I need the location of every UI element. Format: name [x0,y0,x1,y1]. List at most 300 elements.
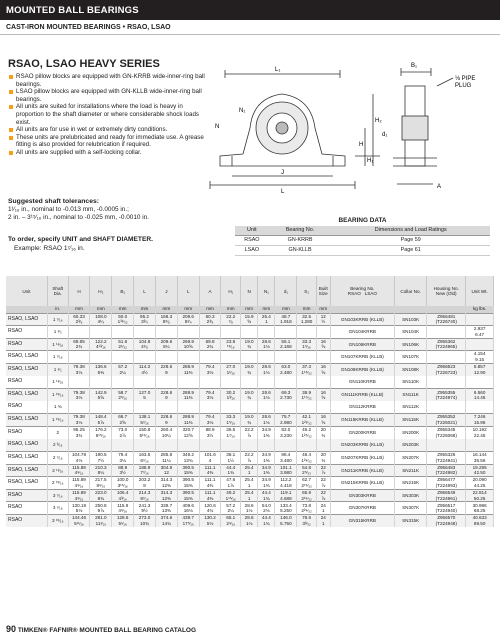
table-row [6,464,494,477]
cell-dim: 111.1 4⅜ [199,477,221,490]
dim-A-label: A [437,184,442,190]
cell-dim [177,326,199,339]
cell-dim [134,326,156,339]
cell-bearing: GN103KRRB (KLLB) [330,313,394,326]
col-S1: S₁ [297,276,317,306]
cell-dim: 190.5 7½ [90,452,112,465]
cell-dim [199,351,221,364]
bearing-data-block [235,217,490,256]
tolerance-line: 1¹⁄₁₆ in., nominal to -0.013 mm, -0.0005 in.; [8,206,129,213]
bearing-data-title: BEARING DATA [338,217,387,224]
cell-dim [155,326,177,339]
col-L1: L [177,276,199,306]
cell-dim [221,401,241,414]
cell-dim: 409.6 16⅛ [177,502,199,515]
cell-dim: 288.9 11⅜ [177,363,199,376]
cell-weight: 30.986 68.25 [466,502,494,515]
cell-dim [68,351,90,364]
cell-shaft: 1 ¹¹⁄₁₆ [47,338,68,351]
cell-bearing: GN203KRRB (KLLB) [330,439,394,452]
cell-bearing: GN112KRRB [330,401,394,414]
pillow-block-diagram [205,58,495,198]
cell-dim [199,439,221,452]
cell-housing: Z955345 (T225068) [427,426,466,439]
cell-dim [316,401,330,414]
cell-dim [90,326,112,339]
bullet-icon [9,105,13,109]
cell-dim: 51.6 2¹⁄₃₂ [112,338,134,351]
table-row [6,426,494,439]
table-row [6,376,494,389]
cell-collar: SN207K [395,452,427,465]
unit-kg: kg lbs. [466,306,494,313]
cell-unit: RSAO, LSAO [6,313,47,326]
dimensions-table [6,276,494,527]
cell-dim: 250.8 9⅞ [90,502,112,515]
cell-dim: 58.7 2⁵⁄₁₆ [112,389,134,402]
cell-dim [221,376,241,389]
cell-dim: 25.4 1 [258,313,275,326]
cell-housing [427,326,466,339]
cell-dim: 28.6 1⅛ [258,338,275,351]
unit-mm: mm [316,306,330,313]
col-built: Built Size [316,276,330,306]
cell-dim: 48.4 1²⁹⁄₃₂ [297,452,317,465]
cell-collar: SN115K [395,414,427,427]
cell-dim: 28.6 1⅛ [241,502,258,515]
cell-dim: 138.1 5⁷⁄₁₆ [134,414,156,427]
cell-dim [221,351,241,364]
cell-shaft: 3 ¹⁵⁄₁₆ [47,515,68,528]
feature-item [8,126,208,134]
cell-dim: 19.0 ¾ [241,363,258,376]
cell-dim [297,376,317,389]
cell-dim [112,351,134,364]
cell-dim: 95.25 3¾ [68,426,90,439]
dim-H2-label: H₂ [375,118,382,124]
col-header: Unit [235,226,269,235]
cell-dim: 241.3 9½ [134,502,156,515]
dim-H1-label: H₁ [367,158,374,164]
cell-weight: 40.633 89.50 [466,515,494,528]
cell-dim: 19.0 ¾ [241,338,258,351]
cell: GN-KRRB [269,235,332,245]
cell-dim: 50.0 1³¹⁄₃₂ [112,313,134,326]
cell-dim: 210.3 8¼ [90,464,112,477]
cell-dim: 115.9 4⁹⁄₁₆ [112,502,134,515]
cell-dim: 49.2 1¹⁵⁄₁₆ [221,489,241,502]
catalog-subheader: CAST-IRON MOUNTED BEARINGS • RSAO, LSAO [0,20,500,35]
order-instructions [8,236,228,253]
page-number: 90 [6,624,17,634]
cell-dim: 106.4 4³⁄₁₆ [112,489,134,502]
cell-dim: 78.6 3³⁄₃₂ [297,515,317,528]
table-row [6,326,494,339]
cell-shaft: 2 [47,426,68,439]
cell-dim [177,351,199,364]
cell-shaft: 1 ¹⁵⁄₁₆ [47,414,68,427]
cell-collar: SN200K [395,426,427,439]
cell-collar: SN108K [395,363,427,376]
table-row [6,477,494,490]
feature-item [8,73,208,88]
cell-dim: 209.6 8¹⁄₄ [177,313,199,326]
cell-dim [275,376,297,389]
cell-unit: RSAO, LSAO [6,477,47,490]
unit-mm: mm [177,306,199,313]
feature-item [8,134,208,149]
cell-dim: 136.6 5⅜ [90,363,112,376]
cell-shaft: 1 ⁷⁄₁₆ [47,351,68,364]
bearing-header: Bearing No. [350,286,375,291]
cell-dim: 63.0 2.480 [275,363,297,376]
cell-dim: 88.4 3.480 [275,452,297,465]
col-d1: d₁ [275,276,297,306]
cell-dim: 19.0 ¾ [241,389,258,402]
cell-dim: 95.2 3³⁄₄ [134,313,156,326]
cell-dim [275,439,297,452]
cell-dim [68,376,90,389]
rsao-label: RSAO [347,291,361,296]
cell-shaft: 2 ⁷⁄₁₆ [47,452,68,465]
cell-dim: 228.6 9 [155,363,177,376]
cell-bearing: GN215KRRB (KLLB) [330,477,394,490]
cell-dim: 34.9 1⅜ [258,464,275,477]
table-row [6,489,494,502]
cell-shaft: 1 ¹⁵⁄₁₆ [47,389,68,402]
unit-mm: mm [155,306,177,313]
cell-dim: 79.38 3⅛ [68,414,90,427]
cell-housing: Z955362 (T224965) [427,338,466,351]
cell-dim: 28.6 1⅛ [258,389,275,402]
cell-dim [275,326,297,339]
cell-dim: 60.33 2³⁄₈ [68,313,90,326]
col-N: N [241,276,258,306]
cell-dim: 57.2 2¼ [221,502,241,515]
cell-dim: 33.3 1⁵⁄₁₆ [221,414,241,427]
dim-L1-label: L₁ [275,67,281,73]
cell-dim: 314.3 12⅜ [155,489,177,502]
cell-shaft: 2 ¹¹⁄₁₆ [47,464,68,477]
cell-dim [275,401,297,414]
cell-weight: 2.937 6.47 [466,326,494,339]
cell-dim: 104.78 4⅛ [68,452,90,465]
cell-housing [427,376,466,389]
cell-dim: 25.4 1 [241,477,258,490]
cell-dim: 339.7 13⅜ [155,502,177,515]
cell-housing: Z955355 (T224974) [427,389,466,402]
cell-dim: 120.6 4¾ [199,502,221,515]
cell-dim [134,376,156,389]
table-row [6,363,494,376]
cell-dim: 111.1 4⅜ [199,464,221,477]
cell-dim: 115.89 4⁹⁄₁₆ [68,464,90,477]
bullet-icon [9,128,13,132]
cell: LSAO [235,245,269,255]
cell-dim [297,439,317,452]
dim-H-label: H [359,142,364,148]
feature-text: LSAO pillow blocks are equipped with GN-KLLB wide-inner-ring ball bearings. [16,88,202,103]
cell-dim: 65.1 2⁹⁄₁₆ [221,515,241,528]
col-B1: B₁ [112,276,134,306]
cell-housing: Z956549 (T224961) [427,489,466,502]
cell-dim [316,351,330,364]
cell-dim [199,376,221,389]
cell-dim: 22.2 ⅞ [241,452,258,465]
cell-dim [258,326,275,339]
cell-dim: 33.3 1⁵⁄₁₆ [297,338,317,351]
cell-dim: 44.4 1¾ [221,464,241,477]
cell-housing [427,351,466,364]
cell-dim: 288.9 11⅜ [177,389,199,402]
cell-collar: SN103K [395,313,427,326]
cell-dim [155,351,177,364]
feature-text: These units are prelubricated and ready for immediate use. A grease fitting is also provided for relubrication if required. [16,133,204,149]
cell-unit: RSAO, LSAO [6,389,47,402]
cell-dim: 101.6 4 [199,452,221,465]
cell-dim: 69.8 2¾ [199,338,221,351]
table-row [6,313,494,326]
cell-unit: RSAO, LSAO [6,464,47,477]
cell-dim: 112.2 4.418 [275,477,297,490]
cell-unit: RSAO [6,376,47,389]
table-row [235,245,490,255]
cell-collar: SN107K [395,351,427,364]
catalog-header: MOUNTED BALL BEARINGS [0,0,500,20]
cell-weight [466,313,494,326]
page-link[interactable]: Page 59 [331,235,490,245]
cell-dim [297,351,317,364]
table-row [6,452,494,465]
cell-dim: 168.3 6⁵⁄₈ [155,313,177,326]
col-header: Bearing No. [269,226,332,235]
cell-dim: 209.6 8¼ [155,338,177,351]
cell-dim: 79.38 3⅛ [68,363,90,376]
cell-dim: 101.1 3.980 [275,464,297,477]
col-weight: Unit Wt. [466,276,494,306]
cell-dim: 111.1 4⅜ [199,489,221,502]
col-H2: H₂ [90,276,112,306]
front-view [210,70,380,189]
cell: RSAO [235,235,269,245]
unit-in: in. [47,306,68,313]
cell-dim [297,401,317,414]
cell-dim: 55.1 2.168 [275,338,297,351]
cell-dim: 42.1 1²¹⁄₃₂ [297,414,317,427]
cell-dim: 60.3 2³⁄₈ [199,313,221,326]
cell-dim [275,351,297,364]
cell-dim: 65.9 2¹⁹⁄₃₂ [297,489,317,502]
cell-housing: Z956570 (T224948) [427,515,466,528]
unit-mm: mm [241,306,258,313]
cell-dim: 130.2 5⅛ [199,515,221,528]
bullet-icon [9,136,13,140]
cell-dim: 69.3 2.730 [275,389,297,402]
table-body [6,313,494,527]
tolerance-heading: Suggested shaft tolerances: [8,198,100,205]
cell-dim [90,351,112,364]
cell-weight: 10.192 22.45 [466,426,494,439]
shaft-tolerances [8,198,228,222]
col-H: H [68,276,90,306]
cell-collar: SN111K [395,389,427,402]
cell-dim: 28.6 1⅛ [258,363,275,376]
cell-shaft: 1 ¾ [47,401,68,414]
cell: GN-KLLB [269,245,332,255]
unit-mm: mm [221,306,241,313]
cell-unit: RSAO [6,515,47,528]
cell-dim [316,326,330,339]
unit-mm: mm [199,306,221,313]
cell-dim: 203.2 8 [134,477,156,490]
cell-unit: RSAO, LSAO [6,363,47,376]
cell-unit: RSAO [6,338,47,351]
cell-dim [221,439,241,452]
cell-dim: 23.8 ¹⁵⁄₁₆ [221,338,241,351]
cell-dim: 390.5 15⅜ [177,477,199,490]
cell-bearing: GN303KRRB [330,489,394,502]
cell-dim [90,439,112,452]
order-example: Example: RSAO 1⁷⁄₁₆ in. [14,244,85,252]
cell-weight [466,376,494,389]
cell-dim: 24 1 [316,502,330,515]
cell-collar: SN215K [395,477,427,490]
cell-dim: 128.6 5¹⁄₁₆ [112,515,134,528]
cell-unit: RSAO, LSAO [6,439,47,452]
cell-dim: 22.2 ⅞ [241,426,258,439]
cell-dim: 228.6 9 [155,389,177,402]
cell-collar: SN307K [395,502,427,515]
cell-dim [316,376,330,389]
cell-dim [155,376,177,389]
cell-dim: 79.4 3⅛ [199,389,221,402]
cell-bearing: GN104KRRB [330,326,394,339]
footer-text: TIMKEN® FAFNIR® MOUNTED BALL BEARING CATALOG [17,627,197,634]
cell-dim [177,376,199,389]
cell-dim: 304.8 12 [155,464,177,477]
dim-N1-label: N₁ [239,108,246,114]
cell-bearing: GN107KRRB (KLLB) [330,351,394,364]
feature-list [8,73,208,157]
cell-dim [112,439,134,452]
cell-dim: 47.6 1⅞ [221,477,241,490]
cell-housing [427,401,466,414]
cell-dim: 108.0 4¹⁄₄ [90,313,112,326]
cell-housing [427,439,466,452]
cell-dim: 119.1 4.688 [275,489,297,502]
cell-dim: 223.0 8¾ [90,489,112,502]
cell-bearing: GN110KRRB [330,376,394,389]
col-A: A [199,276,221,306]
dim-L-label: L [281,189,285,195]
cell-dim: 148.4 5⅞ [90,414,112,427]
cell-dim: 150.8 5¹⁵⁄₁₆ [134,426,156,439]
feature-text: All units are for use in wet or extremely dirty conditions. [16,126,168,134]
cell-dim: 45.2 1²⁵⁄₃₂ [297,426,317,439]
cell-dim: 130.18 5⅛ [68,502,90,515]
col-header: Dimensions and Load Ratings [331,226,490,235]
cell-dim [258,351,275,364]
cell-dim: 20 ¾ [316,426,330,439]
feature-text: All units are suited for installations where the load is heavy in proportion to the shaft diameter or where considerable shock loads exist. [16,103,199,126]
cell-dim: 114.3 4½ [134,363,156,376]
cell-collar: SN106K [395,338,427,351]
cell-dim: 37.3 1¹⁵⁄₃₂ [297,363,317,376]
new-old-label: New (Old) [435,291,457,296]
cell-bearing: GN200KRRB [330,426,394,439]
cell-dim [112,376,134,389]
cell-dim: 320.7 12⅝ [177,426,199,439]
series-title: RSAO, LSAO HEAVY SERIES [8,58,160,70]
cell-dim: 73.8 2²⁹⁄₃₂ [297,502,317,515]
cell-dim: 228.6 9 [155,414,177,427]
cell-dim: 48.7 1.918 [275,313,297,326]
col-L: L [134,276,156,306]
cell-bearing: GN115KRRB (KLLB) [330,414,394,427]
cell-dim: 88.9 3½ [112,464,134,477]
dim-d1-label: d₁ [382,132,388,138]
cell-weight: 6.560 14.45 [466,389,494,402]
cell-dim: 54.8 2⁵⁄₃₂ [297,464,317,477]
feature-item [8,103,208,126]
dim-J-label: J [281,170,284,176]
cell-shaft: 3 ⁷⁄₁₆ [47,489,68,502]
cell-housing: Z955352 (T225021) [427,414,466,427]
cell-dim: 44.4 1¾ [258,489,275,502]
cell-collar: SN315K [395,515,427,528]
cell-dim [241,439,258,452]
cell-dim: 22 ⅞ [316,477,330,490]
bullet-icon [9,90,13,94]
cell-dim: 88.9 3½ [199,426,221,439]
cell-dim: 214.3 8⁷⁄₁₆ [134,489,156,502]
cell-dim [90,376,112,389]
cell-housing: Z956523 (T226723) [427,363,466,376]
cell-dim [241,351,258,364]
cell-unit: RSAO [6,502,47,515]
cell-dim: 390.5 15⅜ [177,464,199,477]
cell-shaft: 1 ⁷⁄₁₆ [47,313,68,326]
cell-unit: RSAO [6,401,47,414]
cell-dim [68,326,90,339]
col-N1: N₁ [258,276,275,306]
unit-mm: mm [90,306,112,313]
cell-dim: 285.8 11¼ [155,452,177,465]
table-row [6,389,494,402]
unit-mm: mm [68,306,90,313]
unit-mm: mm [258,306,275,313]
cell-dim: 146.0 5.750 [275,515,297,528]
cell-dim: 19.0 ¾ [241,414,258,427]
unit-mm: mm [112,306,134,313]
cell-shaft: 3 ⁷⁄₁₆ [47,502,68,515]
cell-dim: 44.4 1¾ [258,515,275,528]
feature-item [8,88,208,103]
cell-unit: RSAO, LSAO [6,452,47,465]
pipe-plug-label: ⅛ PIPE [455,76,476,82]
cell-unit: RSAO [6,326,47,339]
cell-dim [316,439,330,452]
unit-mm: mm [134,306,156,313]
cell-shaft: 2 ¹⁵⁄₁₆ [47,477,68,490]
cell-dim [297,326,317,339]
cell-dim: 25.4 1 [241,489,258,502]
cell-dim: 439.7 17⁵⁄₁₆ [177,515,199,528]
cell-dim: 374.6 14¾ [155,515,177,528]
cell-dim [199,401,221,414]
page-link[interactable]: Page 61 [331,245,490,255]
cell-shaft: 1 ¹⁄₂ [47,363,68,376]
